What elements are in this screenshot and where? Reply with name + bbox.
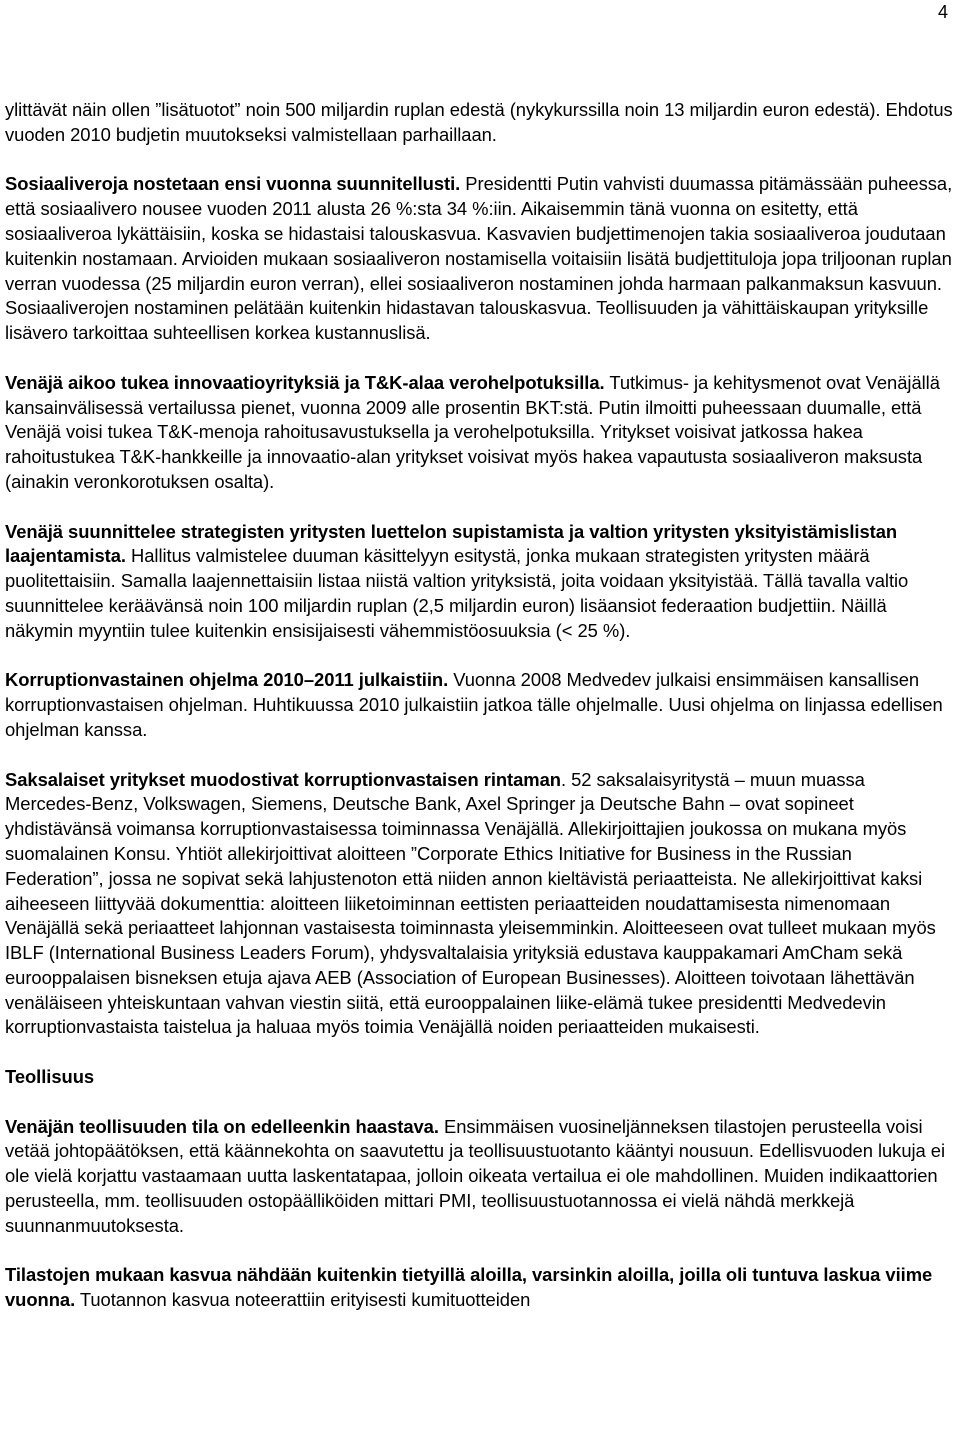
paragraph-lead: Tilastojen mukaan kasvua nähdään kuitenkin tietyillä aloilla, varsinkin aloilla, joilla oli tuntuva laskua viime vuonna. [5,1264,933,1311]
paragraph-text: ylittävät näin ollen ”lisätuotot” noin 500 miljardin ruplan edestä (nykykurssilla noin 13 miljardin euron edestä). Ehdotus vuoden 2010 budjetin muutokseksi valmistellaan parhaillaan. [5,99,953,145]
paragraph-privatization [5,520,953,644]
paragraph-lead: Venäjän teollisuuden tila on edelleenkin haastava. [5,1115,439,1137]
paragraph-social-tax [5,172,953,346]
section-heading: Teollisuus [5,1066,95,1088]
paragraph-text: . 52 saksalaisyritystä – muun muassa Mercedes-Benz, Volkswagen, Siemens, Deutsche Bank, Axel Springer ja Deutsche Bahn – ovat sopineet yhdistävänsä voimansa korruptionvastaisessa toiminnassa Venäjällä. Allekirjoittajien joukossa on mukana myös suomalainen Konsu. Yhtiöt allekirjoittivat aloitteen ”Corporate Ethics Initiative for Business in the Russian Federation”, jossa ne sopivat sekä lahjustenoton että niiden annon kieltävistä periaatteista. Ne allekirjoittivat kaksi aiheeseen liittyvää dokumenttia: aloitteen liiketoiminnan eettisten periaatteiden noudattamisesta nimenomaan Venäjällä sekä periaatteet lahjonnan vastaisesta toiminnasta yleisemminkin. Aloitteeseen ovat tulleet mukaan myös IBLF (International Business Leaders Forum), yhdysvaltalaisia yrityksiä edustava kauppakamari AmCham sekä eurooppalaisen bisneksen etuja ajava AEB (Association of European Businesses). Aloitteen toivotaan lähettävän venäläiseen yhteiskuntaan vahvan viestin siitä, että eurooppalainen liike-elämä tukee presidentti Medvedevin korruptionvastaista taistelua ja haluaa myös toimia Venäjällä noiden periaatteiden mukaisesti. [5,768,936,1038]
page-number: 4 [937,2,948,22]
paragraph-text: Presidentti Putin vahvisti duumassa pitämässään puheessa, että sosiaalivero nousee vuoden 2011 alusta 26 %:sta 34 %:iin. Aikaisemmin tänä vuonna on esitetty, että sosiaaliveroa lykättäisiin, koska se hidastaisi talouskasvua. Kasvavien budjettimenojen takia sosiaaliveroa joudutaan kuitenkin nostamaan. Arvioiden mukaan sosiaaliveron nostamisella voitaisiin lisätä budjettituloja jopa triljoonan ruplan verran vuodessa (25 miljardin euron verran), ellei sosiaaliveron nostaminen johda harmaan palkanmaksun kasvuun. Sosiaaliverojen nostaminen pelätään kuitenkin hidastavan talouskasvua. Teollisuuden ja vähittäiskaupan yrityksille lisävero tarkoittaa suhteellisen korkea kustannuslisä. [5,173,953,344]
paragraph-german-companies [5,768,953,1041]
paragraph-lead: Saksalaiset yritykset muodostivat korruptionvastaisen rintaman [5,768,561,790]
paragraph-continuation [5,98,953,148]
paragraph-lead: Venäjä aikoo tukea innovaatioyrityksiä ja T&K-alaa verohelpotuksilla. [5,371,605,393]
paragraph-lead: Sosiaaliveroja nostetaan ensi vuonna suunnitellusti. [5,173,461,195]
paragraph-text: Tutkimus- ja kehitysmenot ovat Venäjällä kansainvälisessä vertailussa pienet, vuonna 2009 alle prosentin BKT:stä. Putin ilmoitti puheessaan duumalle, että Venäjä voisi tukea T&K-menoja rahoitusavustuksella ja verohelpotuksilla. Yritykset voisivat jatkossa hakea rahoitustukea T&K-hankkeille ja innovaatio-alan yritykset voisivat myös hakea vapautusta sosiaaliveron maksusta (ainakin veronkorotuksen osalta). [5,371,940,492]
paragraph-text: Ensimmäisen vuosineljänneksen tilastojen perusteella voisi vetää johtopäätöksen, että käännekohta on saavutettu ja teollisuustuotanto kääntyi nousuun. Edellisvuoden lukuja ei ole vielä korjattu vastaamaan uutta laskentatapaa, jolloin oikeata vertailua ei ole mahdollinen. Muiden indikaattorien perusteella, mm. teollisuuden ostopäälliköiden mittari PMI, teollisuustuotannossa ei vielä nähdä merkkejä suunnanmuutoksesta. [5,1115,945,1236]
paragraph-text: Hallitus valmistelee duuman käsittelyyn esitystä, jonka mukaan strategisten yritysten määrä puolitettaisiin. Samalla laajennettaisiin listaa niistä valtion yrityksistä, joita voidaan yksityistää. Tällä tavalla valtio suunnittelee keräävänsä noin 100 miljardin ruplan (2,5 miljardin euron) lisäansiot federaation budjettiin. Näillä näkymin myyntiin tulee kuitenkin ensisijaisesti vähemmistöosuuksia (< 25 %). [5,545,909,641]
paragraph-innovation [5,371,953,495]
document-body [5,98,953,1338]
paragraph-lead: Korruptionvastainen ohjelma 2010–2011 julkaistiin. [5,669,449,691]
paragraph-lead: Venäjä suunnittelee strategisten yritysten luettelon supistamista ja valtion yritysten yksityistämislistan laajentamista. [5,520,898,567]
paragraph-text: Vuonna 2008 Medvedev julkaisi ensimmäisen kansallisen korruptionvastaisen ohjelman. Huhtikuussa 2010 julkaistiin jatkoa tälle ohjelmalle. Uusi ohjelma on linjassa edellisen ohjelman kanssa. [5,669,943,740]
paragraph-anticorruption-program [5,668,953,742]
paragraph-industry-growth [5,1263,953,1313]
paragraph-text: Tuotannon kasvua noteerattiin erityisesti kumituotteiden [75,1289,531,1311]
paragraph-industry-state [5,1115,953,1239]
